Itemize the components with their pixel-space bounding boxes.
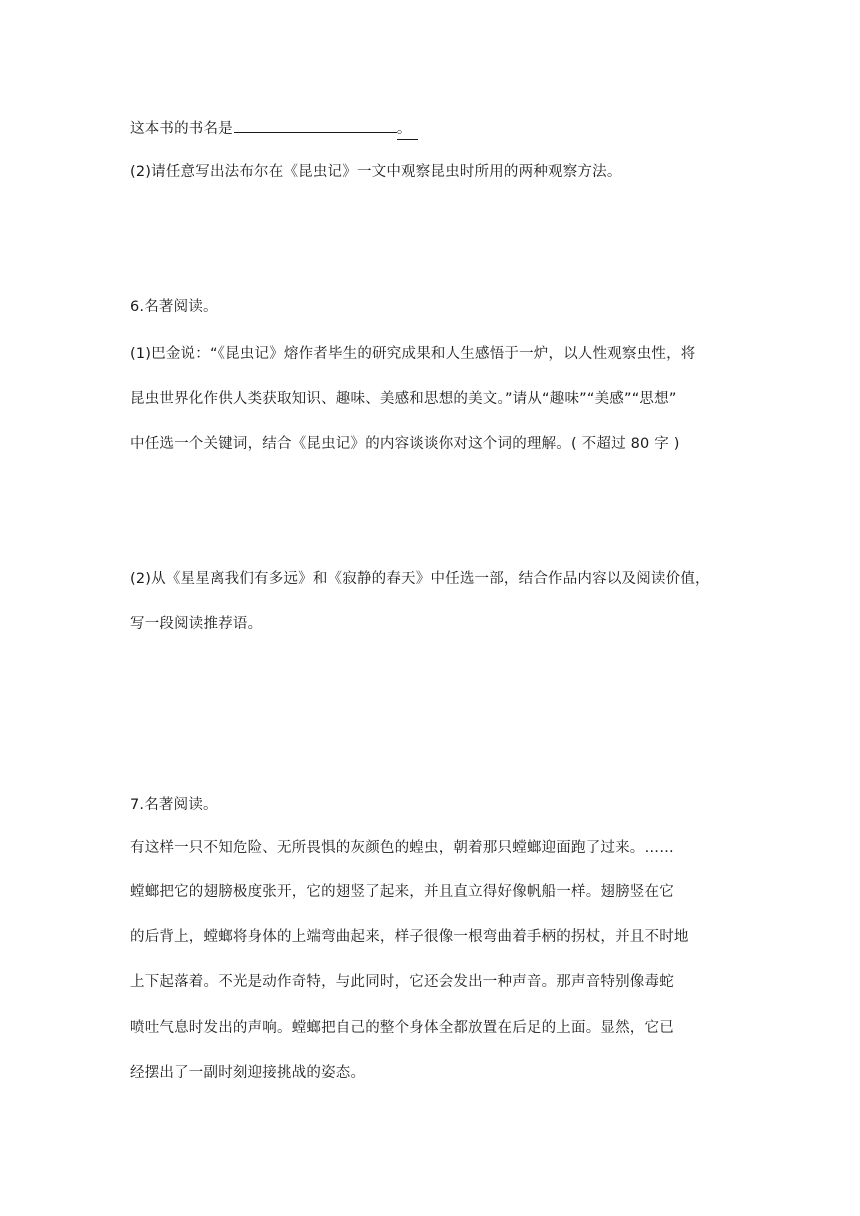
q6-part1-line1: (1)巴金说：“《昆虫记》熔作者毕生的研究成果和人生感悟于一炉，以人性观察虫性，将	[130, 346, 696, 362]
q5-book-name-line	[130, 118, 418, 140]
q7-passage-line: 经摆出了一副时刻迎接挑战的姿态。	[130, 1065, 366, 1081]
q7-passage-line: 的后背上，螳螂将身体的上端弯曲起来，样子很像一根弯曲着手柄的拐杖，并且不时地	[130, 929, 689, 945]
q6-heading: 6.名著阅读。	[130, 299, 218, 315]
q6-part1-line2: 昆虫世界化作供人类获取知识、趣味、美感和思想的美文。”请从“趣味”“美感”“思想”	[130, 391, 677, 407]
q7-heading: 7.名著阅读。	[130, 797, 218, 813]
q7-passage-line: 螳螂把它的翅膀极度张开，它的翅竖了起来，并且直立得好像帆船一样。翅膀竖在它	[130, 884, 674, 900]
q6-part2-line2: 写一段阅读推荐语。	[130, 616, 263, 632]
q5-book-name-blank[interactable]	[234, 118, 397, 133]
q7-passage-line: 上下起落着。不光是动作奇特，与此同时，它还会发出一种声音。那声音特别像毒蛇	[130, 974, 674, 990]
q6-part2-line1: (2)从《星星离我们有多远》和《寂静的春天》中任选一部，结合作品内容以及阅读价值，	[130, 571, 710, 587]
q7-passage-line: 喷吐气息时发出的声响。螳螂把自己的整个身体全都放置在后足的上面。显然，它已	[130, 1020, 674, 1036]
q5-book-name-prefix: 这本书的书名是	[130, 121, 233, 137]
q6-part1-line3: 中任选一个关键词，结合《昆虫记》的内容谈谈你对这个词的理解。( 不超过 80 字 )	[130, 436, 680, 452]
q5-part2: (2)请任意写出法布尔在《昆虫记》一文中观察昆虫时所用的两种观察方法。	[130, 164, 622, 180]
q7-passage-line: 有这样一只不知危险、无所畏惧的灰颜色的蝗虫，朝着那只螳螂迎面跑了过来。……	[130, 840, 674, 856]
q5-book-name-suffix: 。	[397, 119, 418, 140]
